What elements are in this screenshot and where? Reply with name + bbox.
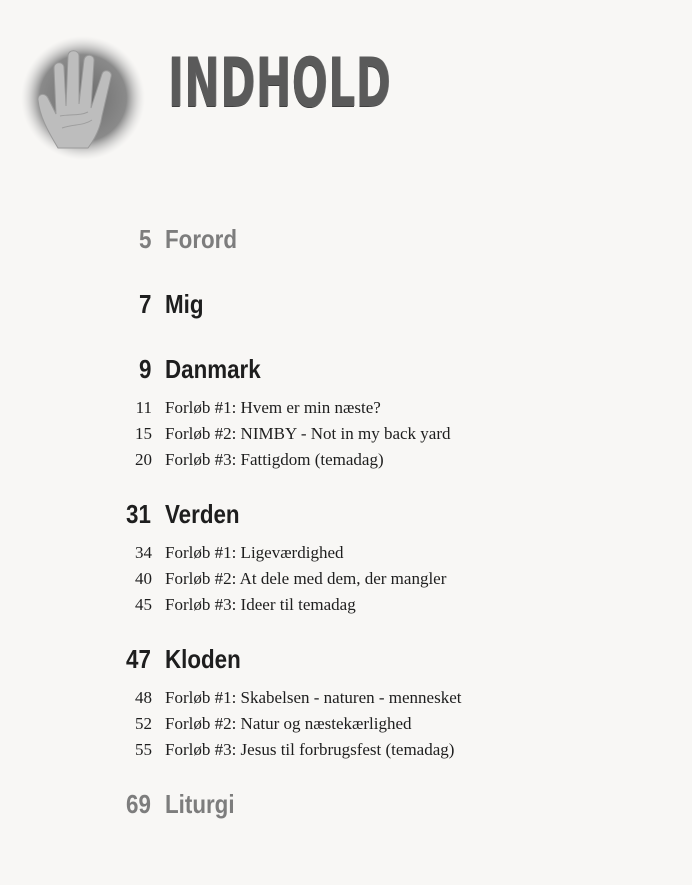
entry-title: Forløb #2: Natur og næstekærlighed	[165, 714, 412, 733]
entry-title: Forløb #1: Skabelsen - naturen - mennesket	[165, 688, 462, 707]
entry-title: Forløb #2: At dele med dem, der mangler	[165, 569, 447, 588]
toc-section-forord	[0, 219, 692, 259]
toc-entry	[0, 540, 692, 566]
section-heading	[0, 284, 692, 324]
toc-section-kloden	[0, 639, 692, 763]
section-heading	[0, 219, 692, 259]
toc-section-mig	[0, 284, 692, 324]
section-page-number: 69	[126, 789, 151, 819]
section-heading	[0, 784, 692, 824]
section-title: Liturgi	[165, 789, 235, 819]
section-title: Kloden	[165, 644, 241, 674]
entry-title: Forløb #3: Fattigdom (temadag)	[165, 450, 384, 469]
entry-page-number: 34	[135, 543, 152, 562]
entry-page-number: 11	[135, 398, 152, 417]
entry-page-number: 55	[135, 740, 152, 759]
entry-page-number: 20	[135, 450, 152, 469]
section-page-number: 47	[126, 644, 151, 674]
entry-title: Forløb #2: NIMBY - Not in my back yard	[165, 424, 451, 443]
entry-page-number: 40	[135, 569, 152, 588]
entry-page-number: 45	[135, 595, 152, 614]
toc-section-danmark	[0, 349, 692, 473]
section-page-number: 31	[126, 499, 151, 529]
section-title: Mig	[165, 289, 204, 319]
entry-title: Forløb #1: Hvem er min næste?	[165, 398, 381, 417]
toc-entry	[0, 566, 692, 592]
toc-entry	[0, 685, 692, 711]
handprint-icon	[18, 28, 153, 163]
section-title: Danmark	[165, 354, 261, 384]
toc-entry	[0, 447, 692, 473]
entry-title: Forløb #3: Ideer til temadag	[165, 595, 356, 614]
toc-entry	[0, 711, 692, 737]
toc-entry	[0, 395, 692, 421]
section-page-number: 9	[138, 354, 151, 384]
entry-page-number: 15	[135, 424, 152, 443]
toc-entry	[0, 421, 692, 447]
entry-title: Forløb #3: Jesus til forbrugsfest (temadag)	[165, 740, 455, 759]
entry-title: Forløb #1: Ligeværdighed	[165, 543, 344, 562]
section-title: Verden	[165, 499, 240, 529]
entry-page-number: 48	[135, 688, 152, 707]
section-heading	[0, 494, 692, 534]
section-page-number: 5	[138, 224, 151, 254]
toc-section-liturgi	[0, 784, 692, 824]
toc-entry	[0, 737, 692, 763]
section-page-number: 7	[138, 289, 151, 319]
section-heading	[0, 349, 692, 389]
section-heading	[0, 639, 692, 679]
page-title: INDHOLD	[168, 44, 392, 123]
toc-entry	[0, 592, 692, 618]
section-title: Forord	[165, 224, 238, 254]
entry-page-number: 52	[135, 714, 152, 733]
toc-section-verden	[0, 494, 692, 618]
